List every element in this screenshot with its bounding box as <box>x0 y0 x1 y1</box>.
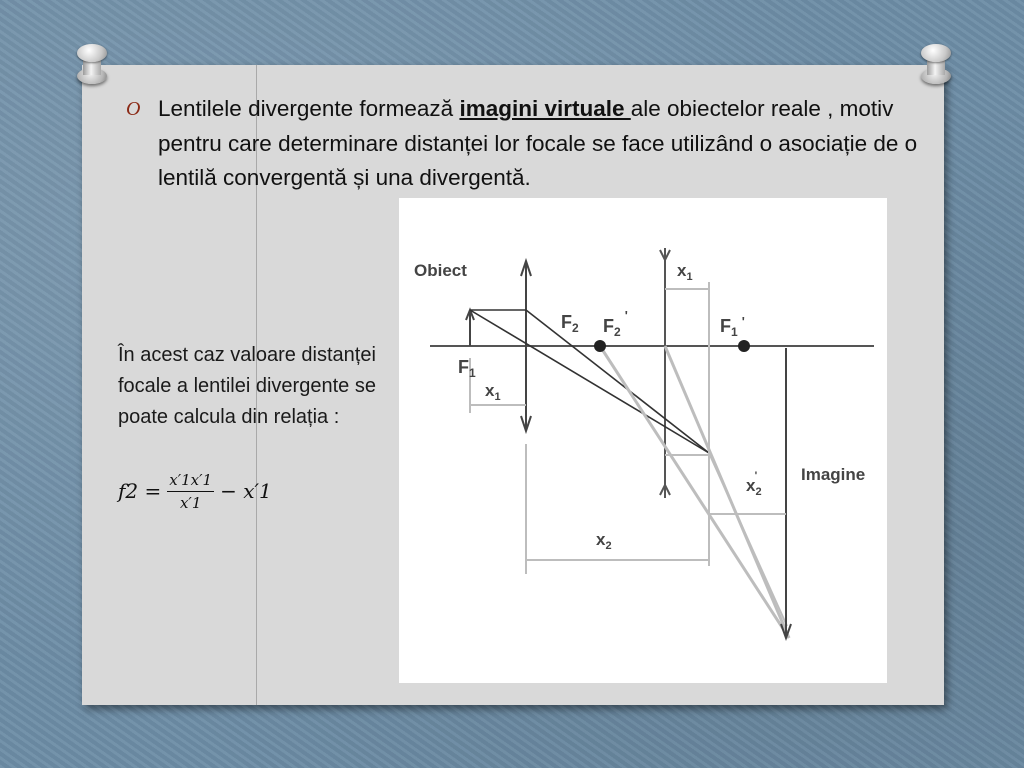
ray-central-2 <box>470 310 709 453</box>
pin-right-icon <box>921 44 951 86</box>
label-f1: $F_1$ <box>458 357 476 380</box>
label-f1-prime: $F_1'$ <box>720 314 745 339</box>
bullet-text-start: Lentilele divergente formează <box>158 96 460 121</box>
label-imagine: Imagine <box>801 465 866 484</box>
formula-denominator: x′1 <box>179 493 202 512</box>
formula-tail: − x′1 <box>220 479 272 503</box>
formula-numerator: x′1x′1 <box>167 471 214 492</box>
lens-diagram-svg <box>399 198 887 683</box>
side-paragraph: În acest caz valoare distanței focale a lentilei divergente se poate calcula din relația : <box>118 344 376 428</box>
formula-fraction <box>167 471 214 512</box>
bullet-paragraph <box>158 92 928 196</box>
bullet-text-emphasis: imagini virtuale <box>459 96 631 121</box>
label-obiect: Obiect <box>414 261 467 280</box>
label-f2: $F_2$ <box>561 312 579 335</box>
pin-left-icon <box>77 44 107 86</box>
lens-diagram <box>399 198 887 683</box>
label-f2-prime: $F_2'$ <box>603 308 628 339</box>
focal-point-f1p <box>738 340 750 352</box>
label-x2: $x_2$ <box>596 530 612 552</box>
label-x1-top: $x_1$ <box>677 261 693 283</box>
focal-length-formula <box>118 463 272 519</box>
focal-point-f2p <box>594 340 606 352</box>
bullet-text-end: ale obiectelor reale , motiv pentru care determinare distanței lor focale se face utilizând o asociație de o lentilă convergentă și una divergentă. <box>158 96 918 190</box>
bullet-marker: O <box>126 98 141 120</box>
formula-lhs: f2 = <box>118 479 162 503</box>
label-x2-prime: $x_2'$ <box>746 470 762 498</box>
label-x1-left: $x_1$ <box>485 381 501 403</box>
